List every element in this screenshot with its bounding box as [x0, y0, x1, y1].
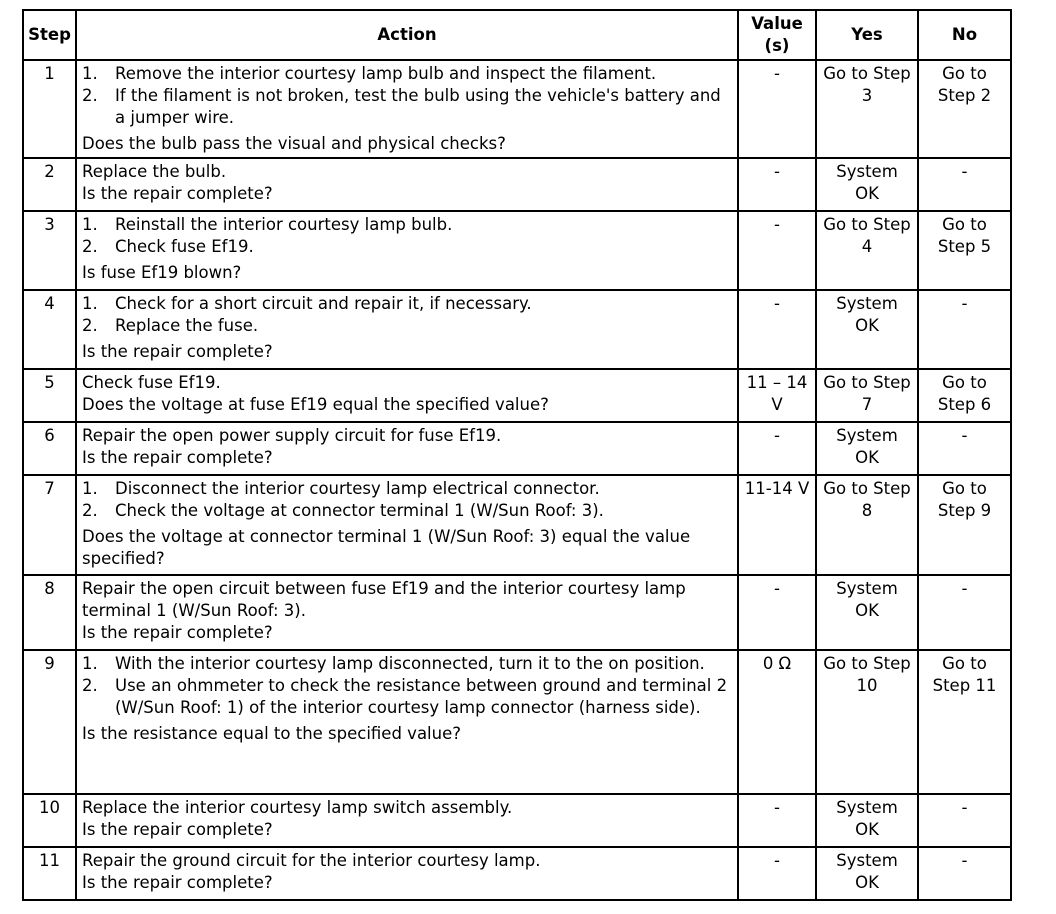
- step-number: 1: [23, 60, 76, 158]
- table-row: [23, 369, 1011, 422]
- action-cell: [76, 475, 738, 575]
- yes-cell: System OK: [816, 290, 918, 369]
- substep-text: Disconnect the interior courtesy lamp electrical connector.: [115, 479, 600, 498]
- yes-cell: System OK: [816, 794, 918, 847]
- step-question: Is the repair complete?: [82, 873, 273, 892]
- step-number: 5: [23, 369, 76, 422]
- step-question: Does the voltage at fuse Ef19 equal the specified value?: [82, 395, 549, 414]
- table-row: [23, 60, 1011, 158]
- yes-cell: System OK: [816, 575, 918, 650]
- yes-cell: System OK: [816, 847, 918, 900]
- step-question: Is the repair complete?: [82, 184, 273, 203]
- no-cell: -: [918, 422, 1011, 475]
- value-cell: 0 Ω: [738, 650, 816, 794]
- substep-number: 2.: [82, 676, 98, 695]
- substep-text: With the interior courtesy lamp disconnected, turn it to the on position.: [115, 654, 705, 673]
- action-substeps: [82, 63, 732, 129]
- action-substeps: [82, 653, 732, 719]
- header-value: Value (s): [738, 10, 816, 60]
- table-row: [23, 794, 1011, 847]
- step-number: 3: [23, 211, 76, 290]
- step-instruction: Repair the ground circuit for the interior courtesy lamp.: [82, 851, 541, 870]
- yes-cell: Go to Step 4: [816, 211, 918, 290]
- step-question: Is the repair complete?: [82, 448, 273, 467]
- step-number: 9: [23, 650, 76, 794]
- header-no: No: [918, 10, 1011, 60]
- yes-cell: Go to Step 10: [816, 650, 918, 794]
- no-cell: Go to Step 5: [918, 211, 1011, 290]
- action-cell: [76, 575, 738, 650]
- no-cell: Go to Step 6: [918, 369, 1011, 422]
- substep-number: 1.: [82, 215, 98, 234]
- value-cell: 11 – 14 V: [738, 369, 816, 422]
- step-question: Does the voltage at connector terminal 1 (W/Sun Roof: 3) equal the value specified?: [82, 527, 691, 568]
- action-cell: [76, 290, 738, 369]
- list-item: [82, 236, 732, 258]
- list-item: [82, 653, 732, 675]
- table-header-row: [23, 10, 1011, 60]
- step-instruction: Repair the open power supply circuit for fuse Ef19.: [82, 426, 502, 445]
- value-cell: 11-14 V: [738, 475, 816, 575]
- table-row: [23, 575, 1011, 650]
- list-item: [82, 315, 732, 337]
- substep-text: Reinstall the interior courtesy lamp bulb.: [115, 215, 453, 234]
- substep-number: 1.: [82, 479, 98, 498]
- step-instruction: Repair the open circuit between fuse Ef19 and the interior courtesy lamp terminal 1 (W/Sun Roof: 3).: [82, 579, 686, 620]
- value-cell: -: [738, 794, 816, 847]
- step-number: 4: [23, 290, 76, 369]
- no-cell: Go to Step 2: [918, 60, 1011, 158]
- action-cell: [76, 369, 738, 422]
- table-row: [23, 422, 1011, 475]
- no-cell: -: [918, 290, 1011, 369]
- substep-text: Use an ohmmeter to check the resistance between ground and terminal 2 (W/Sun Roof: 1) of the interior courtesy lamp connector (harness side).: [115, 676, 728, 717]
- value-cell: -: [738, 847, 816, 900]
- action-substeps: [82, 214, 732, 258]
- step-instruction: Replace the bulb.: [82, 162, 227, 181]
- no-cell: -: [918, 794, 1011, 847]
- action-cell: [76, 794, 738, 847]
- step-instruction: Replace the interior courtesy lamp switch assembly.: [82, 798, 513, 817]
- yes-cell: System OK: [816, 158, 918, 211]
- yes-cell: Go to Step 3: [816, 60, 918, 158]
- list-item: [82, 214, 732, 236]
- step-question: Is the resistance equal to the specified value?: [82, 724, 462, 743]
- list-item: [82, 85, 732, 129]
- step-question: Does the bulb pass the visual and physical checks?: [82, 134, 506, 153]
- yes-cell: Go to Step 8: [816, 475, 918, 575]
- substep-number: 1.: [82, 64, 98, 83]
- header-step: Step: [23, 10, 76, 60]
- substep-number: 1.: [82, 294, 98, 313]
- list-item: [82, 500, 732, 522]
- header-yes: Yes: [816, 10, 918, 60]
- table-row: [23, 211, 1011, 290]
- substep-number: 2.: [82, 237, 98, 256]
- step-question: Is the repair complete?: [82, 342, 273, 361]
- step-number: 2: [23, 158, 76, 211]
- substep-text: Check the voltage at connector terminal 1 (W/Sun Roof: 3).: [115, 501, 604, 520]
- substep-number: 2.: [82, 86, 98, 105]
- action-cell: [76, 158, 738, 211]
- substep-text: Remove the interior courtesy lamp bulb and inspect the filament.: [115, 64, 657, 83]
- action-cell: [76, 422, 738, 475]
- action-cell: [76, 211, 738, 290]
- value-cell: -: [738, 60, 816, 158]
- list-item: [82, 63, 732, 85]
- value-cell: -: [738, 211, 816, 290]
- substep-number: 2.: [82, 316, 98, 335]
- no-cell: Go to Step 9: [918, 475, 1011, 575]
- value-cell: -: [738, 422, 816, 475]
- table-row: [23, 650, 1011, 794]
- step-question: Is fuse Ef19 blown?: [82, 263, 242, 282]
- step-instruction: Check fuse Ef19.: [82, 373, 221, 392]
- table-row: [23, 475, 1011, 575]
- table-body: [23, 60, 1011, 900]
- action-substeps: [82, 293, 732, 337]
- substep-text: Replace the fuse.: [115, 316, 259, 335]
- no-cell: -: [918, 847, 1011, 900]
- step-number: 11: [23, 847, 76, 900]
- no-cell: -: [918, 575, 1011, 650]
- action-cell: [76, 60, 738, 158]
- step-number: 8: [23, 575, 76, 650]
- yes-cell: Go to Step 7: [816, 369, 918, 422]
- step-number: 6: [23, 422, 76, 475]
- action-substeps: [82, 478, 732, 522]
- substep-number: 2.: [82, 501, 98, 520]
- list-item: [82, 478, 732, 500]
- step-question: Is the repair complete?: [82, 623, 273, 642]
- table-row: [23, 847, 1011, 900]
- no-cell: -: [918, 158, 1011, 211]
- diagnostic-steps-table: [22, 9, 1012, 901]
- step-number: 7: [23, 475, 76, 575]
- table-row: [23, 158, 1011, 211]
- action-cell: [76, 847, 738, 900]
- substep-text: If the filament is not broken, test the bulb using the vehicle's battery and a jumper wire.: [115, 86, 721, 127]
- step-number: 10: [23, 794, 76, 847]
- yes-cell: System OK: [816, 422, 918, 475]
- list-item: [82, 293, 732, 315]
- action-cell: [76, 650, 738, 794]
- header-action: Action: [76, 10, 738, 60]
- table-row: [23, 290, 1011, 369]
- value-cell: -: [738, 158, 816, 211]
- substep-number: 1.: [82, 654, 98, 673]
- substep-text: Check fuse Ef19.: [115, 237, 254, 256]
- step-question: Is the repair complete?: [82, 820, 273, 839]
- list-item: [82, 675, 732, 719]
- substep-text: Check for a short circuit and repair it, if necessary.: [115, 294, 532, 313]
- no-cell: Go to Step 11: [918, 650, 1011, 794]
- value-cell: -: [738, 290, 816, 369]
- value-cell: -: [738, 575, 816, 650]
